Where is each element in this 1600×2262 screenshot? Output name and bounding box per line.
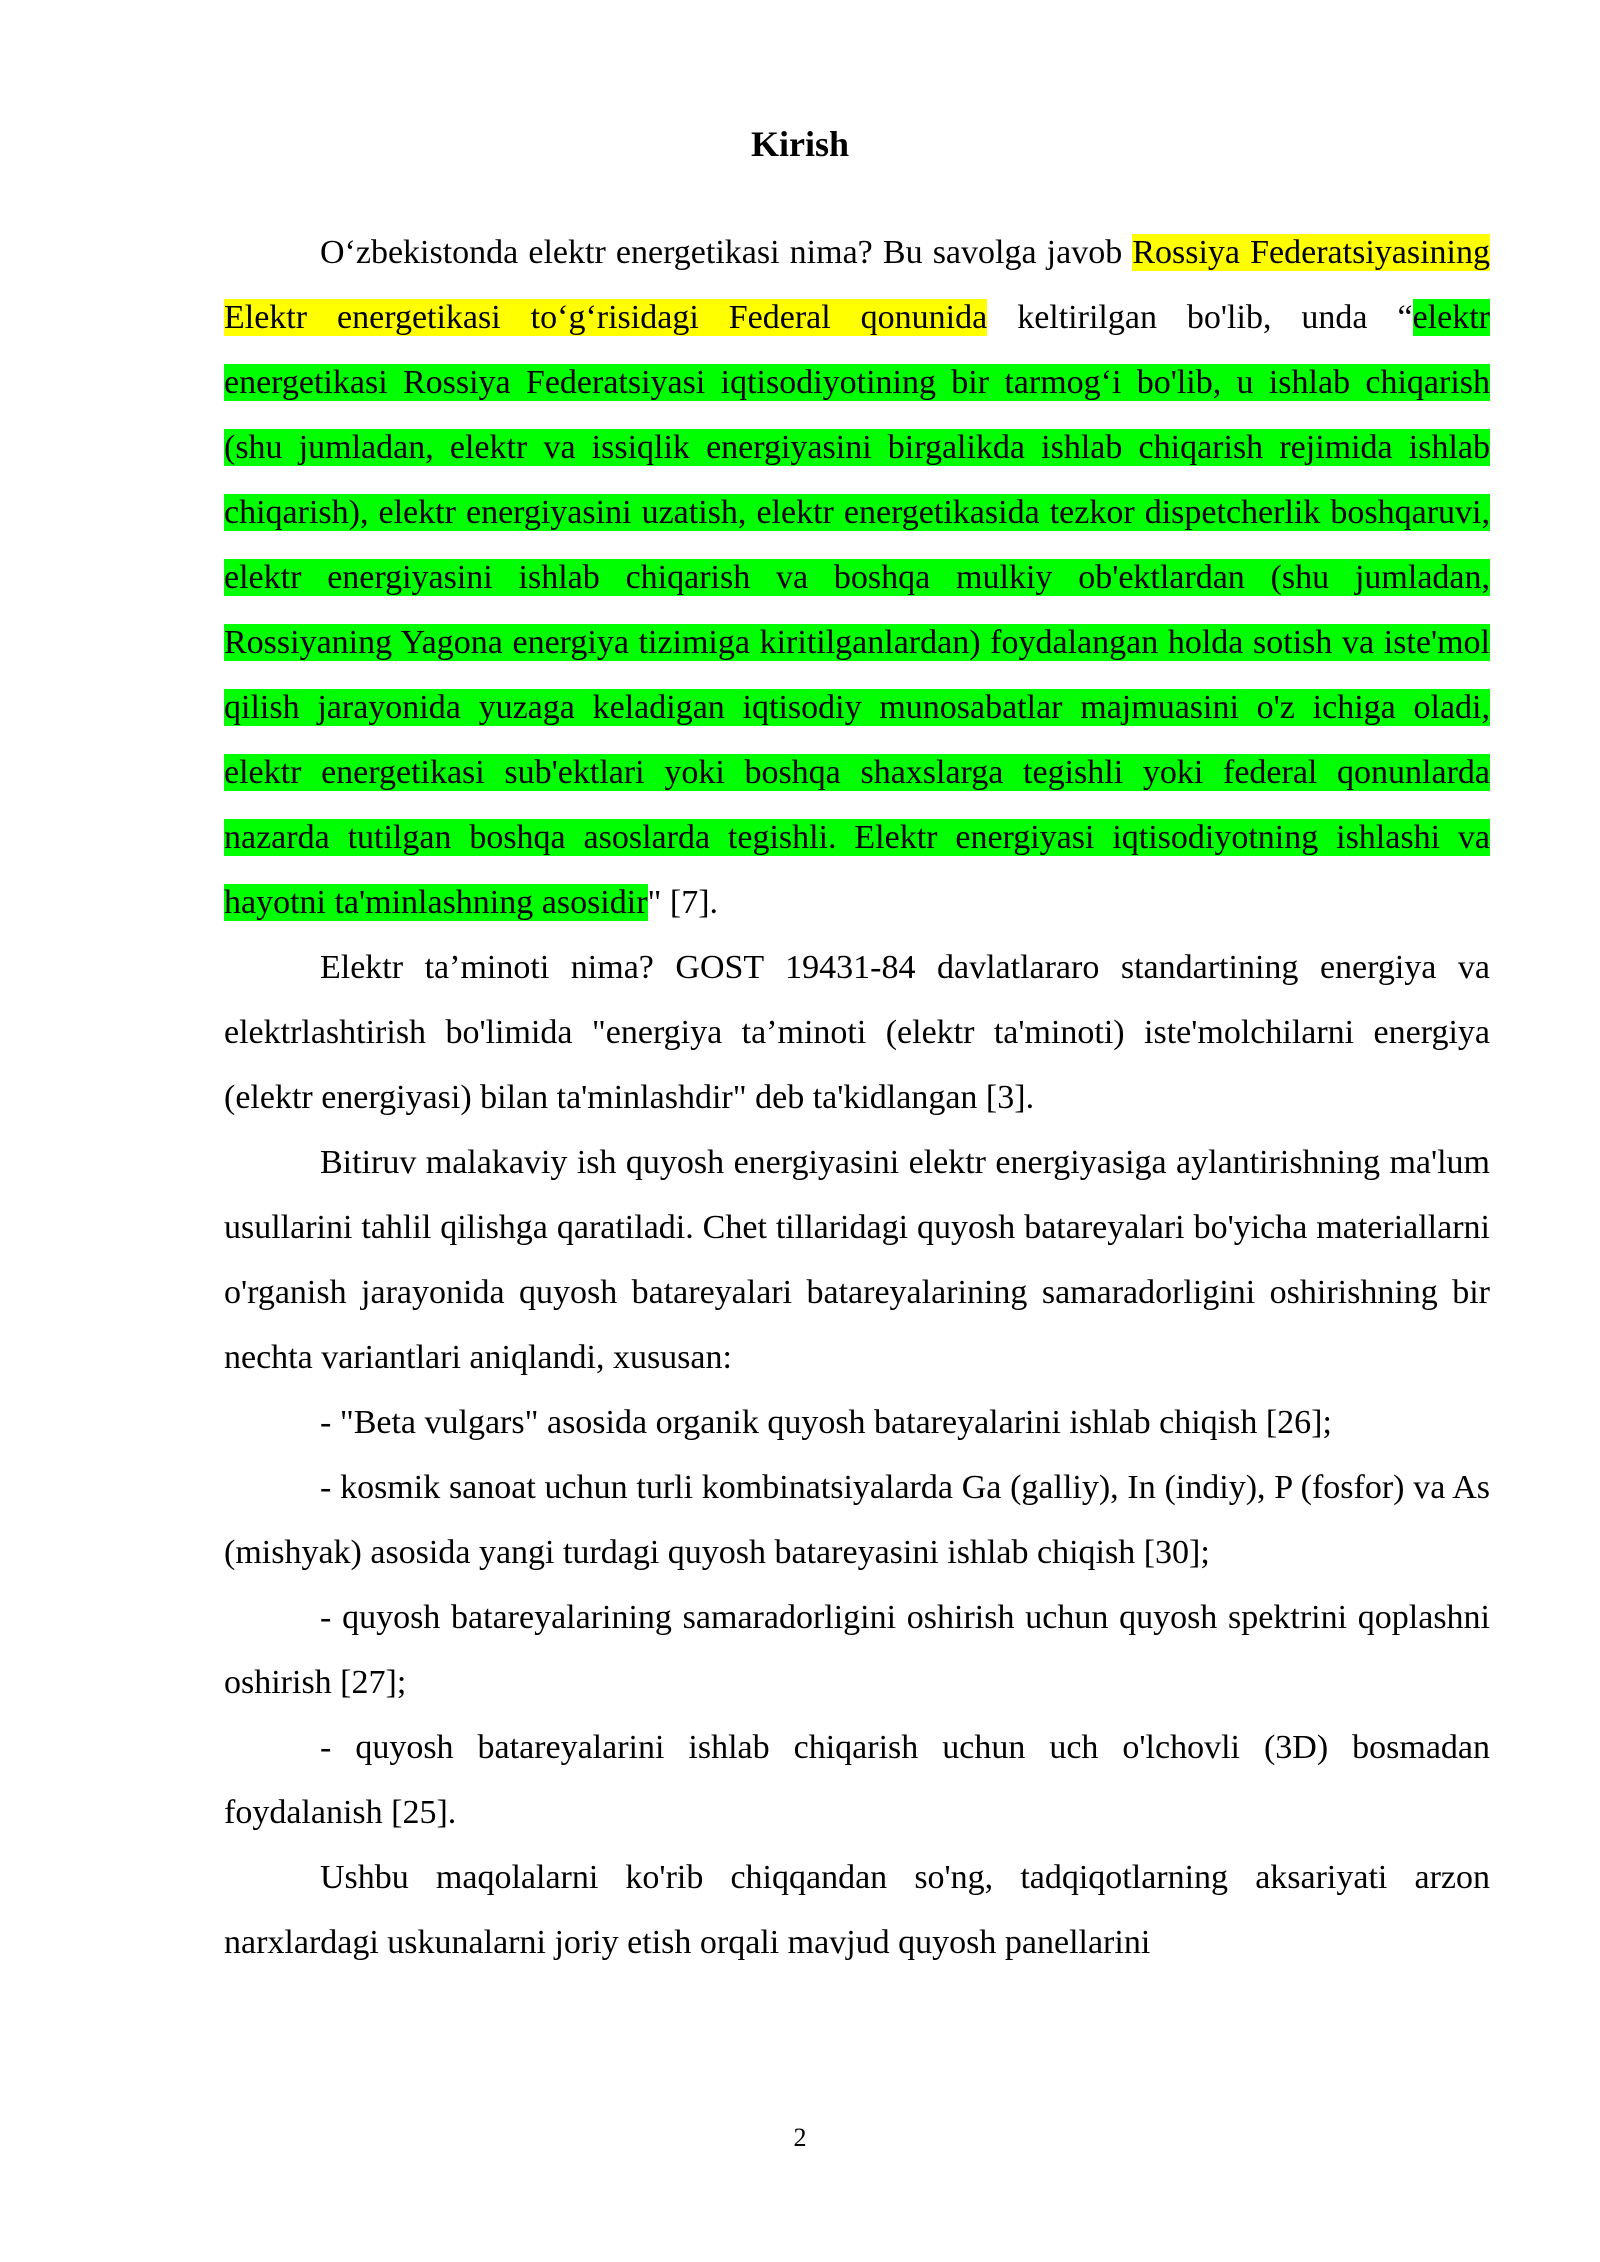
text-segment: " [7]. xyxy=(647,884,719,921)
paragraph-thesis xyxy=(224,1130,1490,1390)
list-item xyxy=(224,1715,1490,1845)
paragraph-intro xyxy=(224,220,1490,935)
highlighted-text-green: elektr energetikasi Rossiya Federatsiyasi iqtisodiyotining bir tarmog‘i bo'lib, u ishlab chiqarish (shu jumladan, elektr va issiqlik energiyasini birgalikda ishlab chiqarish rejimida ishlab chiqarish), elektr energiyasini uzatish, elektr energetikasida tezkor dispetcherlik boshqaruvi, elektr energiyasini ishlab chiqarish va boshqa mulkiy ob'ektlardan (shu jumladan, Rossiyaning Yagona energiya tizimiga kiritilganlardan) foydalangan holda sotish va iste'mol qilish jarayonida yuzaga keladigan iqtisodiy munosabatlar majmuasini o'z ichiga oladi, elektr energetikasi sub'ektlari yoki boshqa shaxslarga tegishli yoki federal qonunlarda nazarda tutilgan boshqa asoslarda tegishli. Elektr energiyasi iqtisodiyotning ishlashi va hayotni ta'minlashning asosidir xyxy=(224,299,1490,921)
document-body xyxy=(224,220,1490,1975)
text-segment: - kosmik sanoat uchun turli kombinatsiyalarda Ga (galliy), In (indiy), P (fosfor) va As (mishyak) asosida yangi turdagi quyosh batareyasini ishlab chiqish [30]; xyxy=(224,1469,1490,1571)
text-segment: - quyosh batareyalarini ishlab chiqarish uchun uch o'lchovli (3D) bosmadan foydalanish [25]. xyxy=(224,1729,1490,1831)
highlighted-text-yellow: Rossiya Federatsiyasining Elektr energetikasi to‘g‘risidagi Federal qonunida xyxy=(224,234,1490,336)
list-item xyxy=(224,1390,1490,1455)
page-title: Kirish xyxy=(750,124,849,164)
text-segment: keltirilgan bo'lib, unda “ xyxy=(987,299,1413,336)
text-segment: Ushbu maqolalarni ko'rib chiqqandan so'ng, tadqiqotlarning aksariyati arzon narxlardagi uskunalarni joriy etish orqali mavjud quyosh panellarini xyxy=(224,1859,1490,1961)
paragraph-electric-supply xyxy=(224,935,1490,1130)
list-item xyxy=(224,1455,1490,1585)
text-segment: O‘zbekistonda elektr energetikasi nima? Bu savolga javob xyxy=(320,234,1133,271)
text-segment: Elektr ta’minoti nima? GOST 19431-84 davlatlararo standartining energiya va elektrlashtirish bo'limida "energiya ta’minoti (elektr ta'minoti) iste'molchilarni energiya (elektr energiyasi) bilan ta'minlashdir" deb ta'kidlangan [3]. xyxy=(224,949,1490,1116)
text-segment: - "Beta vulgars" asosida organik quyosh batareyalarini ishlab chiqish [26]; xyxy=(320,1404,1332,1441)
page-number: 2 xyxy=(793,2123,807,2152)
text-segment: - quyosh batareyalarining samaradorligini oshirish uchun quyosh spektrini qoplashni oshirish [27]; xyxy=(224,1599,1490,1701)
list-item xyxy=(224,1585,1490,1715)
text-segment: Bitiruv malakaviy ish quyosh energiyasini elektr energiyasiga aylantirishning ma'lum usullarini tahlil qilishga qaratiladi. Chet tillaridagi quyosh batareyalari bo'yicha materiallarni o'rganish jarayonida quyosh batareyalari batareyalarining samaradorligini oshirishning bir nechta variantlari aniqlandi, xususan: xyxy=(224,1144,1490,1376)
paragraph-conclusion xyxy=(224,1845,1490,1975)
